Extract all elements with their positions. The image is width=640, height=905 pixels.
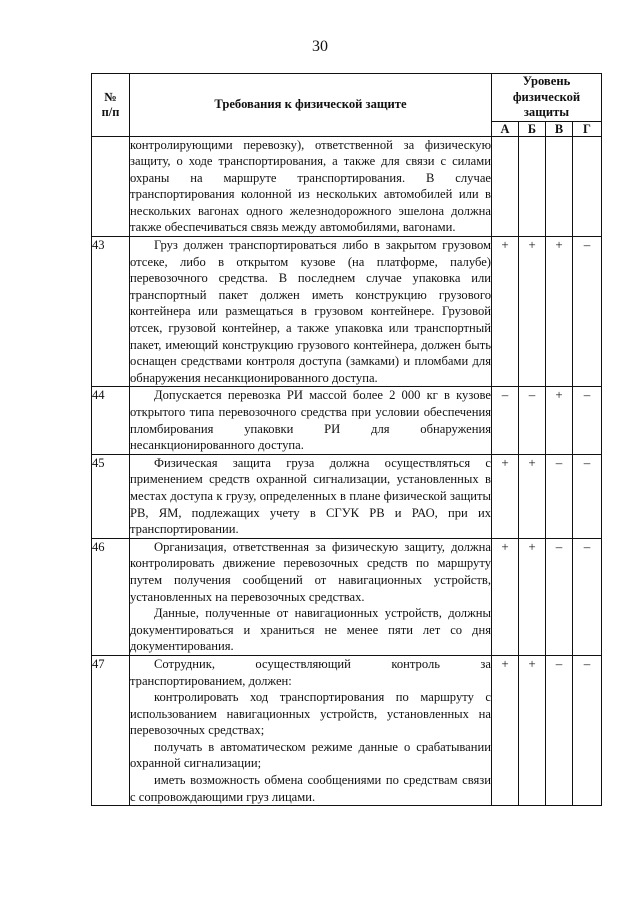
level-mark-a: +: [492, 655, 519, 805]
row-number: 46: [92, 538, 130, 655]
level-mark-a: +: [492, 454, 519, 538]
table-row: [92, 454, 602, 538]
level-mark-v: [546, 136, 573, 237]
row-requirement-text: [130, 538, 492, 655]
row-number: 43: [92, 237, 130, 387]
page-number: 30: [312, 38, 328, 55]
row-requirement-text: [130, 136, 492, 237]
requirement-paragraph: иметь возможность обмена сообщениями по средствам связи с сопровождающими груз лицами.: [130, 773, 491, 804]
level-mark-b: [519, 136, 546, 237]
requirement-paragraph: Физическая защита груза должна осуществляться с применением средств охранной сигнализации, установленных в местах доступа к грузу, определенных в плане физической защиты РВ, ЯМ, подлежащих учету в СГУК РВ и РАО, при их транспортировании.: [130, 455, 491, 537]
header-category-v: В: [546, 121, 573, 136]
level-mark-v: –: [546, 538, 573, 655]
row-number: 44: [92, 387, 130, 454]
level-mark-v: –: [546, 655, 573, 805]
row-number: [92, 136, 130, 237]
table-row: [92, 538, 602, 655]
table-row: [92, 136, 602, 237]
level-mark-g: –: [573, 538, 602, 655]
header-number-label: № п/п: [101, 89, 120, 119]
level-mark-g: –: [573, 454, 602, 538]
row-requirement-text: [130, 454, 492, 538]
requirement-paragraph: Организация, ответственная за физическую защиту, должна контролировать движение перевозочных средств по маршруту путем получения сообщений от навигационных устройств, установленных на перевозочных средствах.: [130, 539, 491, 604]
level-mark-a: +: [492, 237, 519, 387]
level-mark-b: +: [519, 237, 546, 387]
level-mark-v: –: [546, 454, 573, 538]
header-category-b: Б: [519, 121, 546, 136]
table-row: [92, 655, 602, 805]
level-mark-g: –: [573, 655, 602, 805]
header-protection-level: Уровень физической защиты: [492, 74, 602, 122]
level-mark-b: +: [519, 538, 546, 655]
row-requirement-text: [130, 655, 492, 805]
requirement-paragraph: контролирующими перевозку), ответственной за физическую защиту, о ходе транспортирования, а также для связи с силами охраны на маршруте транспортирования. В случае транспортирования колонной из нескольких автомобилей или в нескольких вагонах одного железнодорожного эшелона должна также обеспечиваться связь между автомобилями, вагонами.: [130, 137, 491, 235]
level-mark-g: –: [573, 387, 602, 454]
header-category-g: Г: [573, 121, 602, 136]
requirement-paragraph: получать в автоматическом режиме данные о срабатывании охранной сигнализации;: [130, 739, 491, 771]
level-mark-v: +: [546, 387, 573, 454]
level-mark-b: +: [519, 655, 546, 805]
row-number: 45: [92, 454, 130, 538]
row-number: 47: [92, 655, 130, 805]
requirement-paragraph: Данные, полученные от навигационных устройств, должны документироваться и храниться не менее пяти лет со дня документирования.: [130, 606, 491, 654]
header-category-a: А: [492, 121, 519, 136]
requirement-paragraph: Допускается перевозка РИ массой более 2 000 кг в кузове открытого типа перевозочного средства при условии обеспечения пломбирования упаковки РИ для обнаружения несанкционированного доступа.: [130, 388, 491, 453]
table-header-row: [92, 74, 602, 122]
level-mark-b: +: [519, 454, 546, 538]
row-requirement-text: [130, 237, 492, 387]
level-mark-a: [492, 136, 519, 237]
requirement-paragraph: Груз должен транспортироваться либо в закрытом грузовом отсеке, либо в открытом кузове (на платформе, палубе) перевозочного средства. В последнем случае упаковка или транспортный пакет должен иметь конструкцию грузового контейнера или размещаться в грузовом контейнере. Грузовой отсек, грузовой контейнер, а также упаковка или транспортный пакет, имеющий конструкцию грузового контейнера, должен быть оснащен средствами контроля доступа (замками) и пломбами для обнаружения несанкционированного доступа.: [130, 238, 491, 385]
level-mark-v: +: [546, 237, 573, 387]
row-requirement-text: [130, 387, 492, 454]
table-row: [92, 237, 602, 387]
requirement-paragraph: контролировать ход транспортирования по маршруту с использованием навигационных устройств, установленных на перевозочных средствах;: [130, 690, 491, 738]
table-body: [92, 136, 602, 806]
requirements-table: [91, 73, 602, 806]
level-mark-a: +: [492, 538, 519, 655]
level-mark-g: [573, 136, 602, 237]
table-row: [92, 387, 602, 454]
requirement-paragraph: Сотрудник, осуществляющий контроль за транспортированием, должен:: [130, 656, 491, 688]
header-number: [92, 74, 130, 137]
level-mark-b: –: [519, 387, 546, 454]
level-mark-g: –: [573, 237, 602, 387]
level-mark-a: –: [492, 387, 519, 454]
header-requirements: Требования к физической защите: [130, 74, 492, 137]
